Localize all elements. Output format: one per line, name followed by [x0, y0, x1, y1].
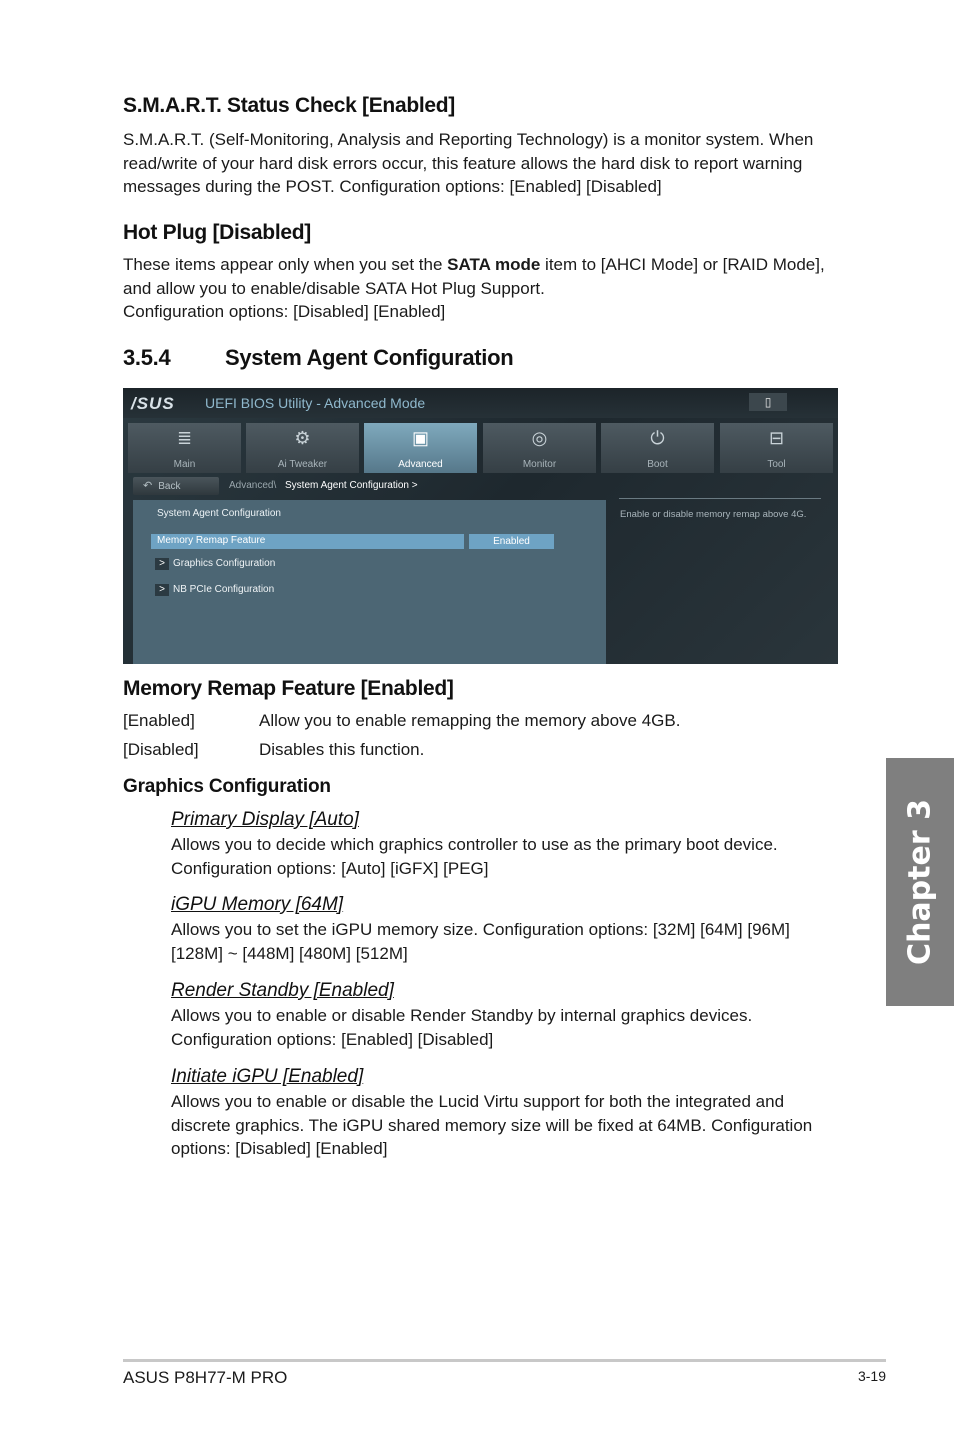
- tab-main[interactable]: [128, 423, 241, 473]
- chapter-label: Chapter 3: [902, 799, 938, 965]
- description-line: Allows you to enable or disable Render Standby by internal graphics devices.: [171, 1006, 753, 1025]
- hotplug-heading: Hot Plug [Disabled]: [123, 221, 311, 244]
- bios-screenshot: [123, 388, 838, 664]
- render-standby-description: [171, 1004, 851, 1051]
- submenu-label: Graphics Configuration: [173, 558, 276, 569]
- tab-monitor[interactable]: [483, 423, 596, 473]
- smart-line-1: S.M.A.R.T. (Self-Monitoring, Analysis and Reporting Technology) is a monitor system. When: [123, 130, 814, 149]
- option-description: Disables this function.: [259, 740, 425, 759]
- back-label: Back: [158, 481, 181, 492]
- section-number: 3.5.4: [123, 345, 171, 370]
- smart-heading: S.M.A.R.T. Status Check [Enabled]: [123, 94, 455, 117]
- hotplug-line-1-pre: These items appear only when you set the: [123, 255, 448, 274]
- tab-label: Ai Tweaker: [277, 459, 328, 470]
- option-term: [Enabled]: [123, 711, 195, 730]
- tab-label: Boot: [647, 459, 668, 470]
- render-standby-heading: Render Standby [Enabled]: [171, 980, 394, 1001]
- tab-boot[interactable]: [601, 423, 714, 473]
- submenu-label: NB PCIe Configuration: [173, 584, 275, 595]
- exit-button[interactable]: [749, 393, 787, 411]
- section-name: System Agent Configuration: [225, 345, 514, 370]
- igpu-memory-heading: iGPU Memory [64M]: [171, 894, 344, 915]
- option-term: [Disabled]: [123, 740, 199, 759]
- graphics-configuration-item[interactable]: [155, 558, 275, 570]
- description-line: Configuration options: [Auto] [iGFX] [PEG]: [171, 858, 489, 878]
- exit-icon: ▯: [764, 395, 772, 409]
- tweaker-icon: ⚙: [294, 428, 311, 448]
- memory-remap-row[interactable]: [151, 534, 464, 549]
- tab-label: Tool: [767, 459, 786, 470]
- back-arrow-icon: ↶: [143, 480, 153, 492]
- primary-display-description: [171, 833, 851, 880]
- smart-line-2: read/write of your hard disk errors occur, this feature allows the hard disk to report warning: [123, 153, 803, 173]
- nb-pcie-configuration-item[interactable]: [155, 584, 274, 596]
- hotplug-line-1-post: item to [AHCI Mode] or [RAID Mode],: [540, 255, 825, 274]
- breadcrumb-path[interactable]: Advanced\: [229, 480, 277, 491]
- section-title: [123, 345, 513, 371]
- footer-divider: [123, 1359, 886, 1362]
- tab-label: Main: [173, 459, 196, 470]
- settings-panel: [133, 500, 606, 664]
- initiate-igpu-description: [171, 1090, 851, 1161]
- description-line: Allows you to decide which graphics controller to use as the primary boot device.: [171, 835, 778, 854]
- graphics-configuration-heading: Graphics Configuration: [123, 776, 331, 797]
- chapter-tab: [886, 758, 954, 1006]
- tab-ai-tweaker[interactable]: [246, 423, 359, 473]
- help-divider: [619, 498, 821, 499]
- description-line: Allows you to enable or disable the Lucid Virtu support for both the integrated and: [171, 1092, 785, 1111]
- igpu-memory-description: [171, 918, 851, 965]
- memory-remap-label: Memory Remap Feature: [157, 535, 266, 546]
- tab-label: Advanced: [398, 459, 443, 470]
- submenu-arrow-icon: >: [155, 558, 169, 570]
- initiate-igpu-heading: Initiate iGPU [Enabled]: [171, 1066, 364, 1087]
- tab-tool[interactable]: [720, 423, 833, 473]
- memory-remap-value[interactable]: Enabled: [469, 534, 554, 549]
- smart-line-3: messages during the POST. Configuration options: [Enabled] [Disabled]: [123, 177, 662, 196]
- back-button[interactable]: [133, 477, 219, 495]
- bios-title-bar: [123, 388, 838, 418]
- submenu-arrow-icon: >: [155, 584, 169, 596]
- hotplug-line-3: Configuration options: [Disabled] [Enabled]: [123, 302, 446, 321]
- description-line: Configuration options: [Enabled] [Disabled]: [171, 1029, 494, 1049]
- help-text: Enable or disable memory remap above 4G.: [620, 509, 807, 520]
- power-icon: ⏻: [650, 428, 665, 448]
- description-line: discrete graphics. The iGPU shared memory size will be fixed at 64MB. Configuration: [171, 1115, 813, 1135]
- smart-description: [123, 128, 853, 199]
- primary-display-heading: Primary Display [Auto]: [171, 809, 359, 830]
- tab-advanced[interactable]: [364, 423, 477, 473]
- tool-icon: ⊟: [768, 428, 785, 448]
- sata-mode-term: SATA mode: [447, 255, 541, 274]
- panel-title: System Agent Configuration: [157, 508, 281, 519]
- footer-product: ASUS P8H77-M PRO: [123, 1368, 288, 1387]
- tab-label: Monitor: [522, 459, 557, 470]
- asus-logo: /SUS: [131, 394, 175, 413]
- option-description: Allow you to enable remapping the memory above 4GB.: [259, 711, 681, 730]
- description-line: [128M] ~ [448M] [480M] [512M]: [171, 943, 408, 963]
- breadcrumb-current: System Agent Configuration >: [285, 480, 418, 491]
- monitor-icon: ◎: [531, 428, 548, 448]
- memory-remap-heading: Memory Remap Feature [Enabled]: [123, 677, 454, 700]
- breadcrumb: [123, 474, 838, 500]
- bios-title: UEFI BIOS Utility - Advanced Mode: [205, 395, 426, 411]
- description-line: Allows you to set the iGPU memory size. Configuration options: [32M] [64M] [96M]: [171, 920, 790, 939]
- list-icon: ≣: [176, 428, 193, 448]
- hotplug-description: [123, 253, 853, 324]
- advanced-icon: ▣: [411, 428, 429, 448]
- description-line: options: [Disabled] [Enabled]: [171, 1139, 388, 1158]
- hotplug-line-2: and allow you to enable/disable SATA Hot Plug Support.: [123, 278, 545, 298]
- page-number: 3-19: [857, 1368, 886, 1384]
